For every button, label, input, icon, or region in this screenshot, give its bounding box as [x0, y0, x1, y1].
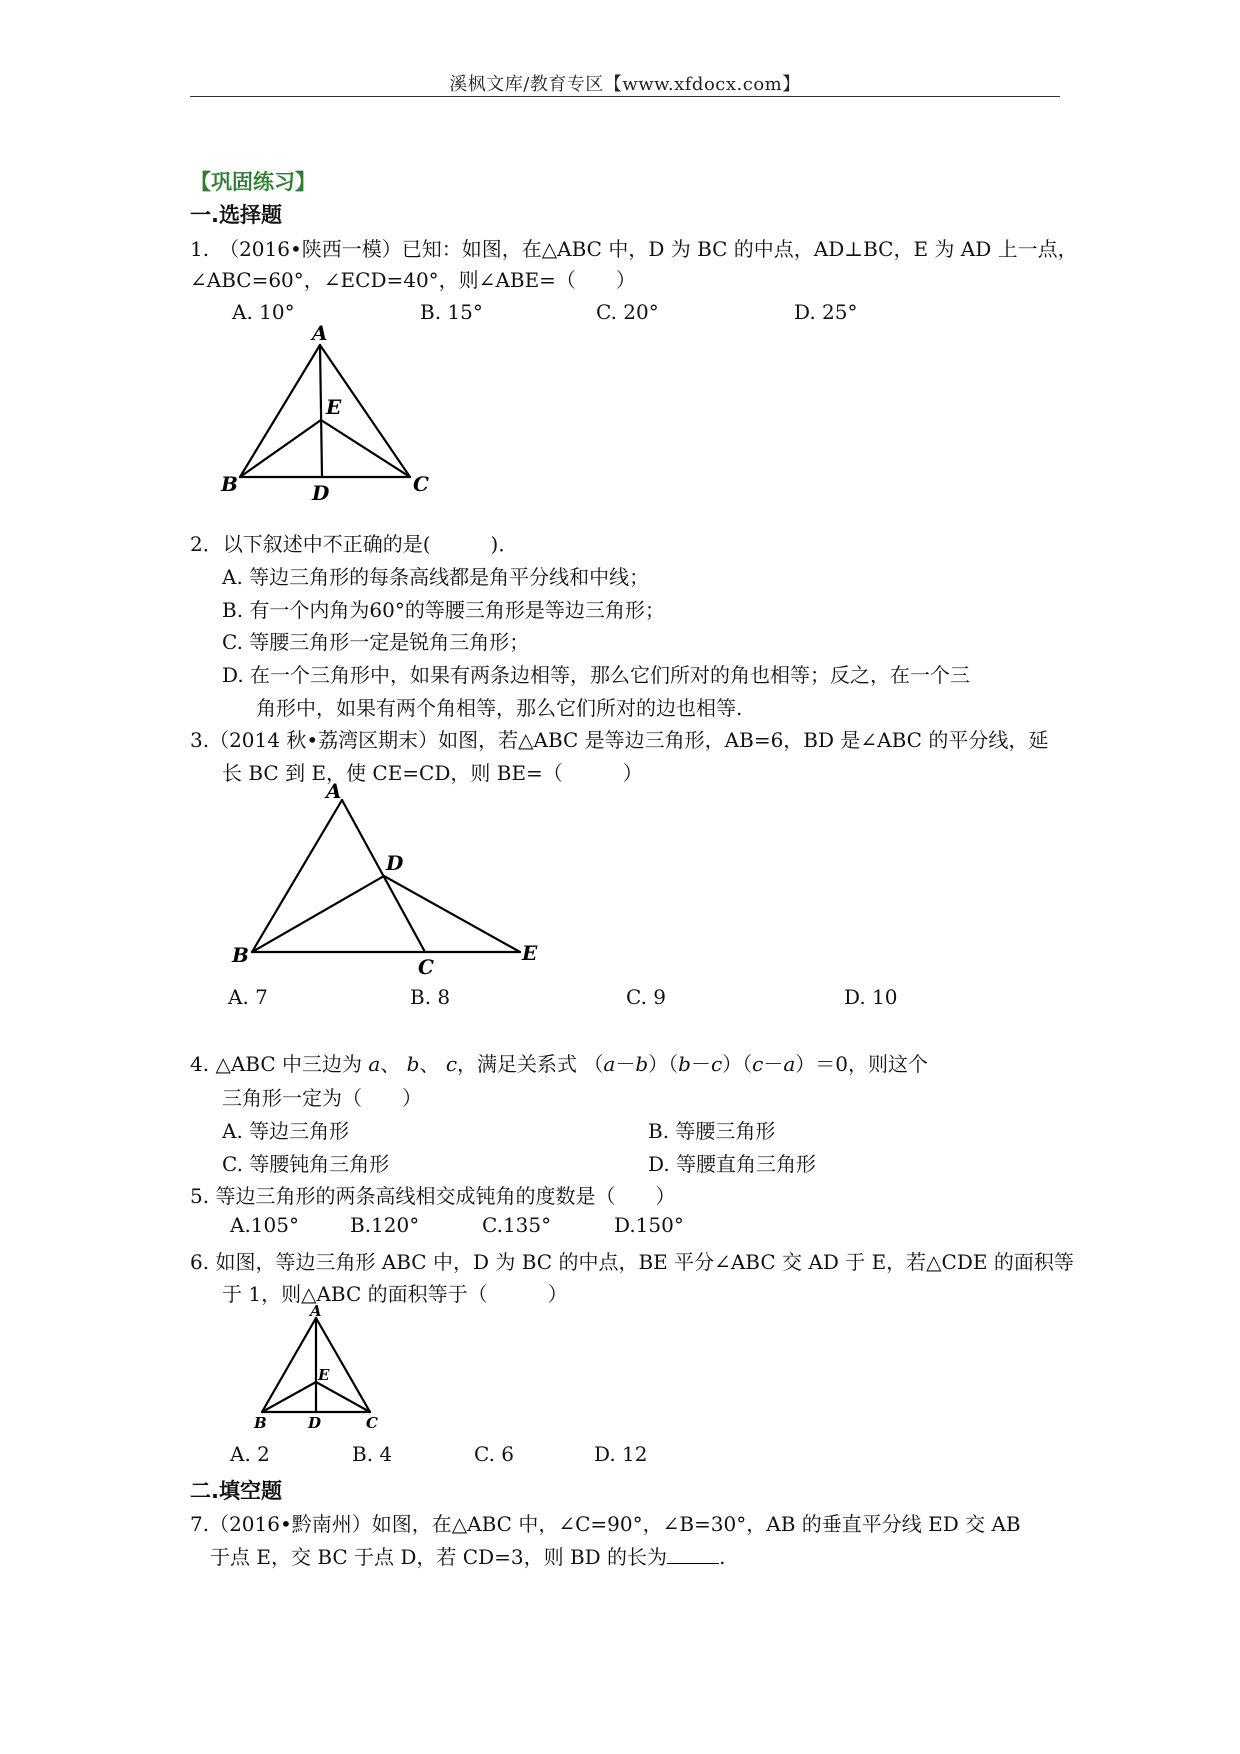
q6-option-d: D. 12 — [594, 1442, 648, 1466]
q6-option-b: B. 4 — [352, 1442, 393, 1466]
q7-line1: 7.（2016•黔南州）如图，在△ABC 中，∠C=90°，∠B=30°，AB 的垂直平分线 ED 交 AB — [190, 1512, 1021, 1536]
q4-text-end: ＝0，则这个 — [815, 1052, 929, 1076]
q6-label-c: C — [366, 1414, 378, 1432]
q4-formula-b2: b — [678, 1052, 691, 1076]
q4-sep-2: 、 — [419, 1052, 440, 1076]
q3-option-a: A. 7 — [228, 985, 268, 1009]
q4-sep-1: 、 — [380, 1052, 401, 1076]
q3-label-d: D — [386, 851, 404, 875]
q4-formula-c1: c — [710, 1052, 723, 1076]
q1-option-c: C. 20° — [596, 300, 659, 324]
q1-label-c: C — [413, 472, 429, 496]
q1-line2: ∠ABC=60°，∠ECD=40°，则∠ABE=（ ） — [190, 268, 636, 292]
q5-option-d: D.150° — [614, 1213, 684, 1237]
q4-formula-a2: a — [783, 1052, 796, 1076]
q2-option-c: C. 等腰三角形一定是锐角三角形； — [222, 630, 530, 654]
q3-option-c: C. 9 — [626, 985, 667, 1009]
q4-option-b: B. 等腰三角形 — [648, 1119, 776, 1143]
q4-var-a: a — [368, 1052, 381, 1076]
q7-answer-blank[interactable] — [667, 1563, 719, 1564]
q3-option-b: B. 8 — [410, 985, 451, 1009]
q3-line2: 长 BC 到 E，使 CE=CD，则 BE=（ ） — [222, 761, 643, 785]
q4-formula: （a－b）（b－c）（c－a） — [583, 1052, 816, 1076]
q4-var-c: c — [445, 1052, 458, 1076]
q1-label-e: E — [326, 395, 342, 419]
q7-line2-text: 于点 E，交 BC 于点 D，若 CD=3，则 BD 的长为 — [210, 1545, 668, 1569]
q2-line1: 2．以下叙述中不正确的是( )． — [190, 532, 519, 556]
q6-option-a: A. 2 — [230, 1442, 270, 1466]
q6-label-a: A — [310, 1302, 322, 1320]
q3-option-d: D. 10 — [844, 985, 898, 1009]
q5-option-c: C.135° — [482, 1213, 552, 1237]
q4-formula-b1: b — [635, 1052, 649, 1076]
q3-label-c: C — [418, 955, 434, 979]
q4-formula-minus2: － — [690, 1052, 711, 1076]
section-practice-title: 【巩固练习】 — [190, 170, 316, 194]
q1-option-d: D. 25° — [794, 300, 858, 324]
q4-option-d: D. 等腰直角三角形 — [648, 1152, 817, 1176]
q6-label-e: E — [318, 1366, 330, 1384]
q6-option-c: C. 6 — [474, 1442, 515, 1466]
q3-label-b: B — [232, 943, 249, 967]
q5-option-b: B.120° — [350, 1213, 420, 1237]
q4-option-a: A. 等边三角形 — [222, 1119, 350, 1143]
q4-text-intro: 4. △ABC 中三边为 — [190, 1052, 362, 1076]
section-choice-title: 一.选择题 — [190, 203, 282, 227]
q7-line2 — [210, 1541, 725, 1570]
q4-var-b: b — [406, 1052, 420, 1076]
q4-formula-a1: a — [603, 1052, 616, 1076]
q1-label-a: A — [312, 321, 328, 345]
q6-line2: 于 1，则△ABC 的面积等于（ ） — [222, 1282, 568, 1306]
q6-label-d: D — [308, 1414, 322, 1432]
q5-line1: 5. 等边三角形的两条高线相交成钝角的度数是（ ） — [190, 1184, 676, 1208]
q1-label-d: D — [312, 481, 330, 505]
q2-option-d-line2: 角形中，如果有两个角相等，那么它们所对的边也相等. — [256, 696, 743, 720]
q6-line1: 6. 如图，等边三角形 ABC 中，D 为 BC 的中点，BE 平分∠ABC 交 AD 于 E，若△CDE 的面积等 — [190, 1250, 1074, 1274]
q1-option-b: B. 15° — [420, 300, 483, 324]
q3-line1: 3.（2014 秋•荔湾区期末）如图，若△ABC 是等边三角形，AB=6，BD 是∠ABC 的平分线，延 — [190, 728, 1049, 752]
q4-formula-minus3: － — [763, 1052, 784, 1076]
q3-label-e: E — [522, 941, 538, 965]
q1-line1: 1. （2016•陕西一模）已知：如图，在△ABC 中，D 为 BC 的中点，AD⊥BC，E 为 AD 上一点， — [190, 237, 1078, 261]
q3-label-a: A — [326, 779, 342, 803]
section-fill-title: 二.填空题 — [190, 1479, 282, 1503]
q1-option-a: A. 10° — [232, 300, 295, 324]
q1-label-b: B — [221, 472, 238, 496]
q4-formula-c2: c — [752, 1052, 764, 1076]
q2-option-d-line1: D. 在一个三角形中，如果有两条边相等，那么它们所对的角也相等；反之，在一个三 — [222, 663, 971, 687]
page-header: 溪枫文库/教育专区【www.xfdocx.com】 — [449, 74, 801, 95]
q4-text-relation: ，满足关系式 — [457, 1052, 578, 1076]
q7-line2-end: . — [719, 1545, 726, 1569]
q4-formula-minus1: － — [615, 1052, 636, 1076]
q4-option-c: C. 等腰钝角三角形 — [222, 1152, 390, 1176]
q5-option-a: A.105° — [230, 1213, 299, 1237]
q2-option-a: A. 等边三角形的每条高线都是角平分线和中线； — [222, 565, 650, 589]
q6-label-b: B — [254, 1414, 267, 1432]
q4-line2: 三角形一定为（ ） — [222, 1086, 422, 1110]
q2-option-b: B. 有一个内角为60°的等腰三角形是等边三角形； — [222, 598, 665, 622]
